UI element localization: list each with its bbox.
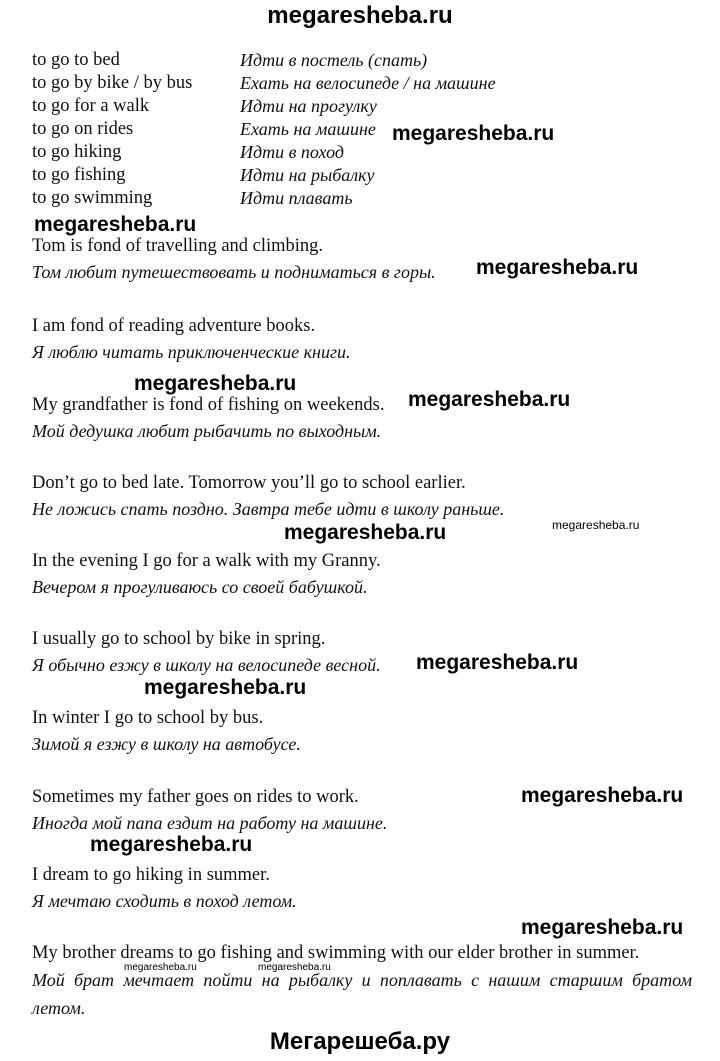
vocab-en: to go for a walk bbox=[32, 96, 150, 116]
sentence-en: My grandfather is fond of fishing on weekends. bbox=[32, 395, 385, 415]
sentence-ru: Мой брат мечтает пойти на рыбалку и поплавать с нашим старшим братом летом. bbox=[32, 970, 692, 1018]
sentence-en: I am fond of reading adventure books. bbox=[32, 316, 316, 336]
sentence-en: Don’t go to bed late. Tomorrow you’ll go to school earlier. bbox=[32, 473, 466, 493]
sentence-ru: Зимой я езжу в школу на автобусе. bbox=[32, 734, 301, 754]
watermark: megaresheba.ru bbox=[521, 784, 684, 807]
sentence-ru: Иногда мой папа ездит на работу на машине. bbox=[32, 813, 388, 833]
sentence-en: I dream to go hiking in summer. bbox=[32, 865, 270, 885]
sentence-en: In winter I go to school by bus. bbox=[32, 708, 264, 728]
vocab-en: to go by bike / by bus bbox=[32, 73, 193, 93]
vocab-en: to go on rides bbox=[32, 119, 134, 139]
watermark: megaresheba.ru bbox=[552, 518, 640, 532]
vocab-en: to go swimming bbox=[32, 188, 153, 208]
page-footer-site: Мегарешеба.ру bbox=[269, 1028, 451, 1055]
watermark: megaresheba.ru bbox=[144, 676, 307, 699]
sentence-en: I usually go to school by bike in spring. bbox=[32, 629, 326, 649]
sentence-en: Tom is fond of travelling and climbing. bbox=[32, 236, 324, 256]
vocab-ru: Ехать на машине bbox=[240, 119, 376, 139]
vocab-ru: Идти на прогулку bbox=[240, 96, 377, 116]
vocab-ru: Идти в поход bbox=[240, 142, 344, 162]
watermark: megaresheba.ru bbox=[392, 122, 555, 145]
sentence-ru: Я обычно езжу в школу на велосипеде весной. bbox=[32, 655, 381, 675]
vocab-en: to go fishing bbox=[32, 165, 126, 185]
sentence-ru: Мой дедушка любит рыбачить по выходным. bbox=[32, 421, 382, 441]
vocab-ru: Идти на рыбалку bbox=[240, 165, 375, 185]
watermark: megaresheba.ru bbox=[258, 962, 331, 973]
page-header-site: megaresheba.ru bbox=[267, 2, 453, 29]
watermark: megaresheba.ru bbox=[124, 962, 197, 973]
sentence-en: In the evening I go for a walk with my Granny. bbox=[32, 551, 381, 571]
watermark: megaresheba.ru bbox=[416, 651, 579, 674]
watermark: megaresheba.ru bbox=[90, 833, 253, 856]
sentence-ru: Я люблю читать приключенческие книги. bbox=[32, 342, 351, 362]
sentence-ru: Вечером я прогуливаюсь со своей бабушкой. bbox=[32, 577, 368, 597]
watermark: megaresheba.ru bbox=[134, 372, 297, 395]
watermark: megaresheba.ru bbox=[408, 388, 571, 411]
vocab-ru: Идти плавать bbox=[240, 188, 353, 208]
vocab-ru: Идти в постель (спать) bbox=[240, 50, 428, 70]
sentence-en: My brother dreams to go fishing and swimming with our elder brother in summer. bbox=[32, 943, 640, 963]
vocab-en: to go hiking bbox=[32, 142, 122, 162]
sentence-ru: Том любит путешествовать и подниматься в горы. bbox=[32, 262, 436, 282]
watermark: megaresheba.ru bbox=[521, 916, 684, 939]
sentence-en: Sometimes my father goes on rides to work. bbox=[32, 787, 359, 807]
sentence-ru: Я мечтаю сходить в поход летом. bbox=[32, 891, 297, 911]
watermark: megaresheba.ru bbox=[284, 521, 447, 544]
sentence-ru: Не ложись спать поздно. Завтра тебе идти в школу раньше. bbox=[32, 499, 505, 519]
vocab-en: to go to bed bbox=[32, 50, 120, 70]
watermark: megaresheba.ru bbox=[476, 256, 639, 279]
vocab-ru: Ехать на велосипеде / на машине bbox=[240, 73, 496, 93]
watermark: megaresheba.ru bbox=[34, 213, 197, 236]
